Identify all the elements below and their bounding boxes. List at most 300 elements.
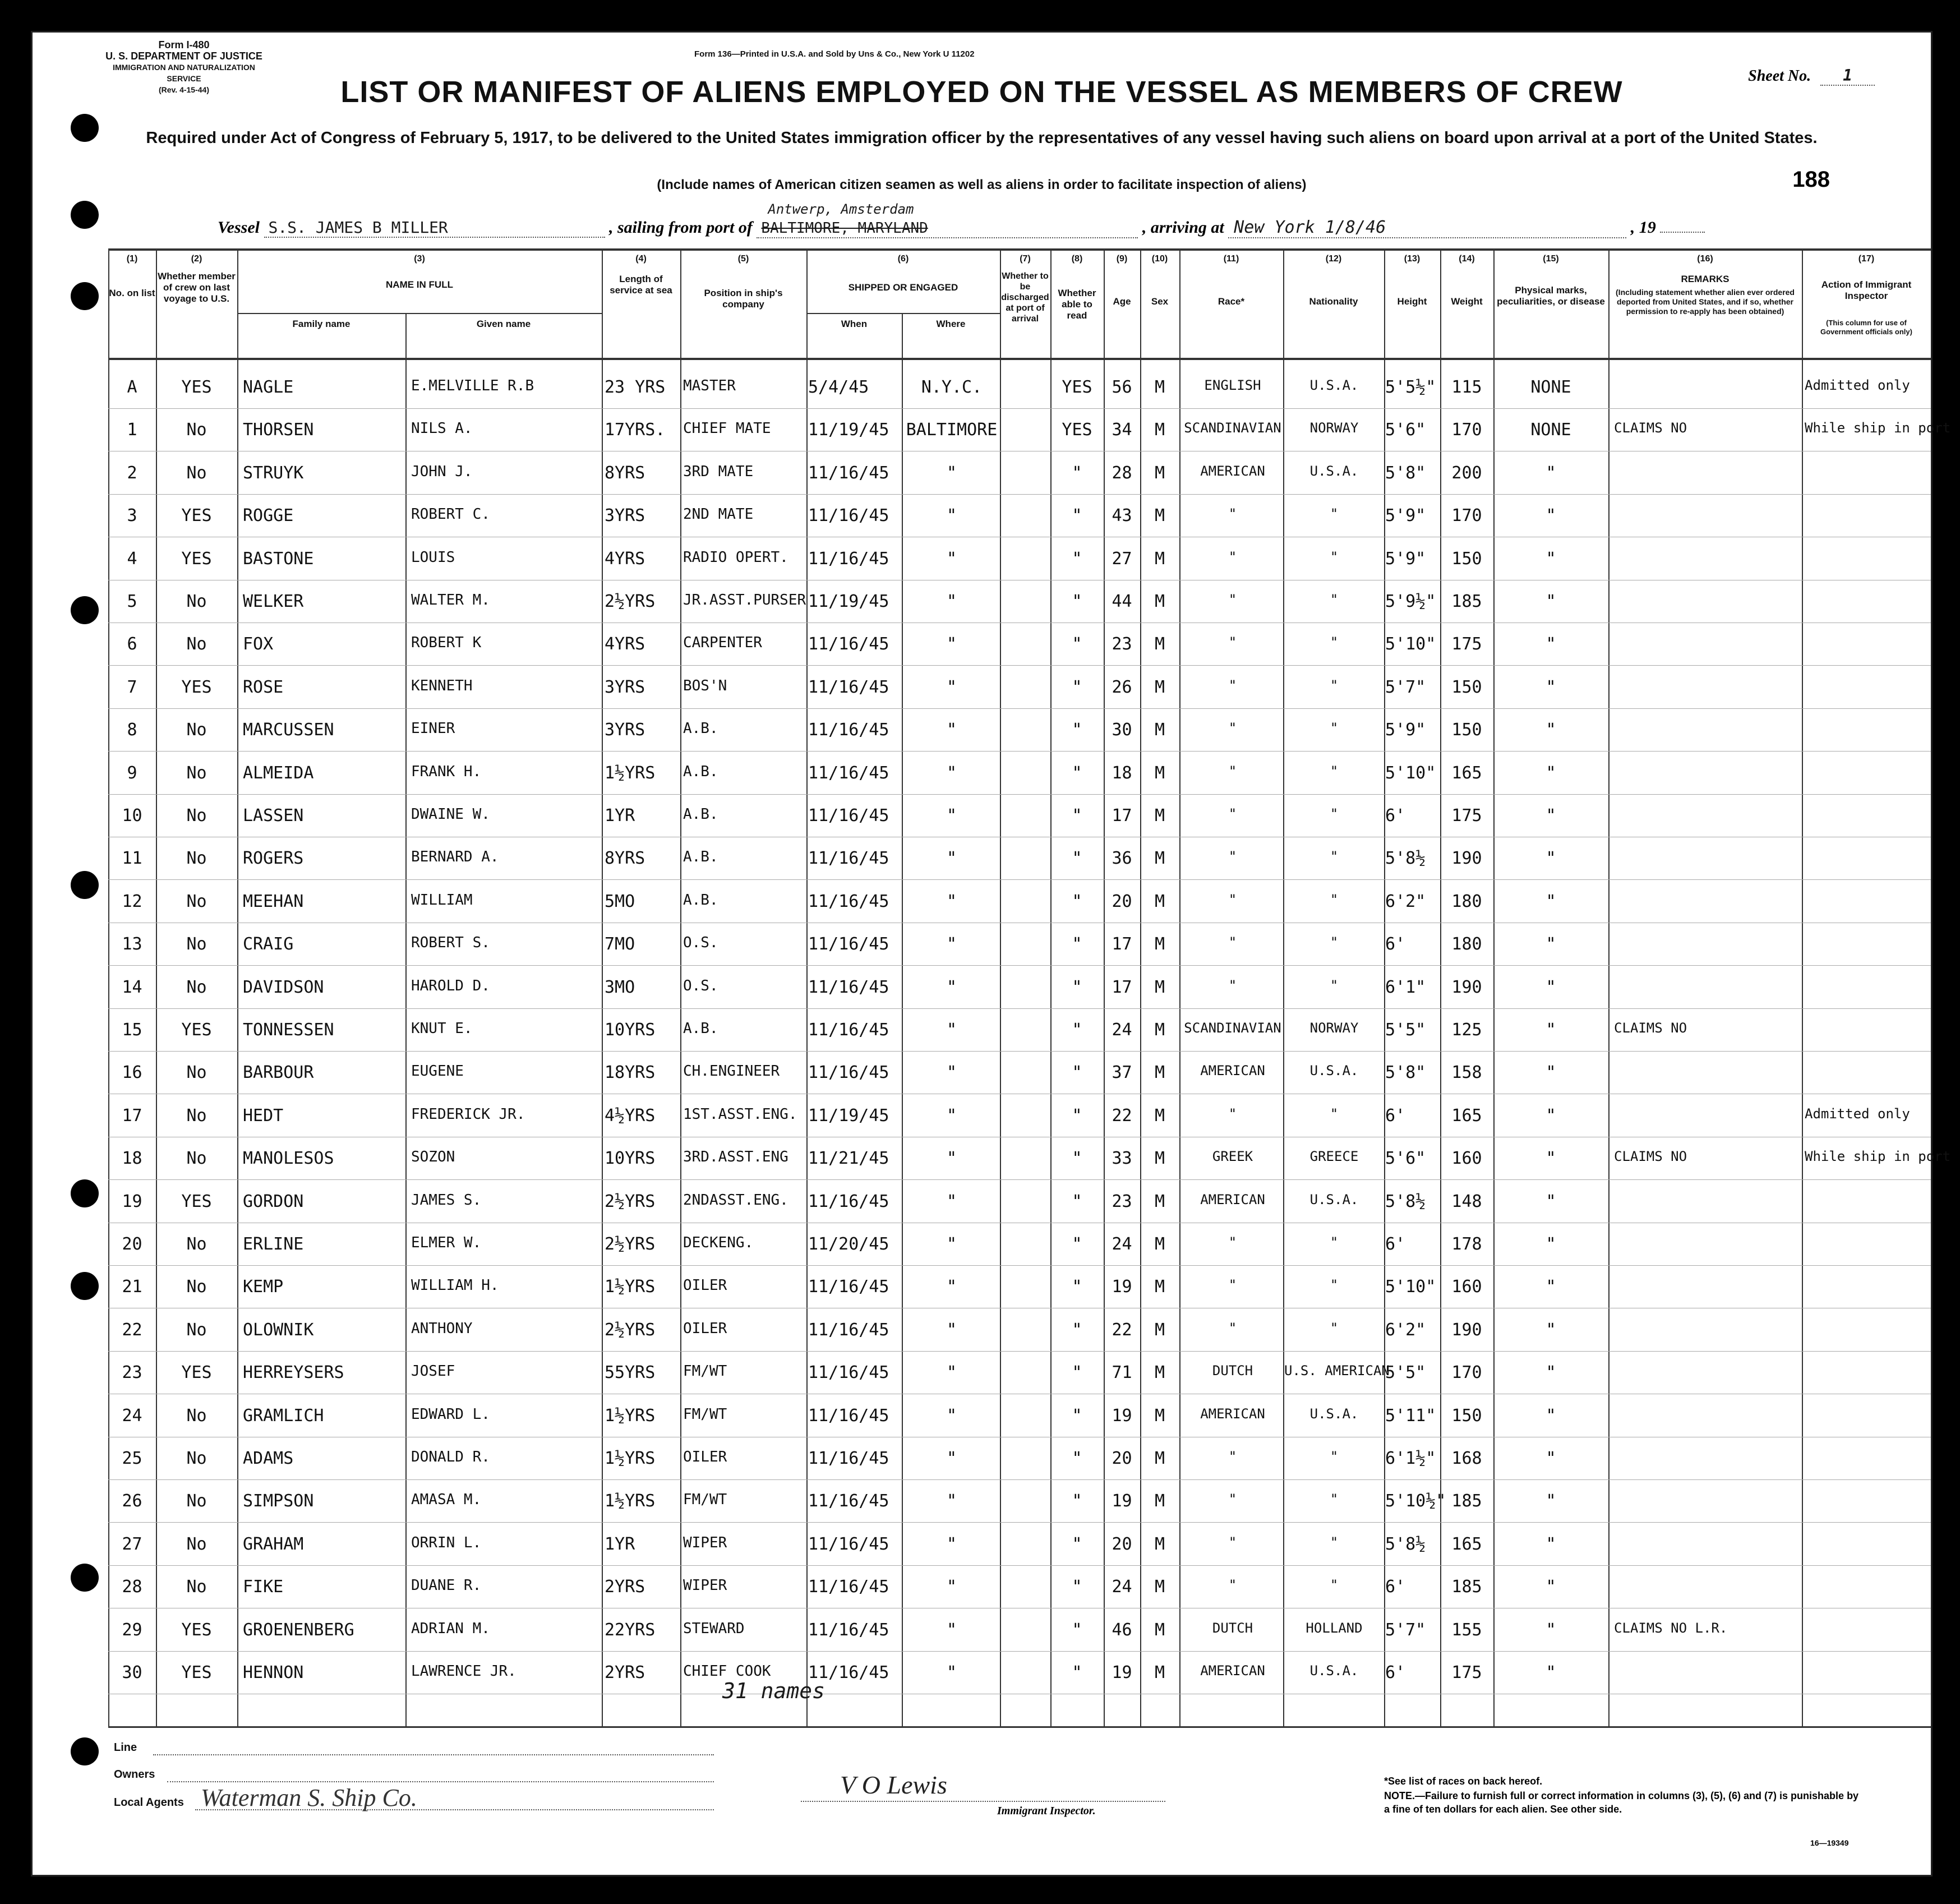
cell-race: DUTCH xyxy=(1212,1363,1253,1379)
col7-label: Whether to be discharged at port of arrival xyxy=(1001,271,1049,324)
cell-given: LAWRENCE JR. xyxy=(411,1663,516,1680)
cell-when: 11/16/45 xyxy=(808,891,889,911)
cell-marks: " xyxy=(1546,677,1556,697)
cell-position: OILER xyxy=(683,1277,727,1294)
table-row xyxy=(33,795,1931,837)
cell-family: MEEHAN xyxy=(243,891,304,911)
col17-num: (17) xyxy=(1858,254,1875,264)
cell-height: 5'7" xyxy=(1385,677,1426,697)
cell-race: " xyxy=(1228,763,1237,779)
cell-service: 2YRS xyxy=(605,1663,645,1682)
cell-nationality: U.S.A. xyxy=(1309,1063,1359,1079)
cell-where: " xyxy=(946,891,957,911)
cell-height: 6' xyxy=(1385,806,1406,826)
cell-no: 20 xyxy=(122,1234,142,1254)
cell-sex: M xyxy=(1154,806,1165,826)
cell-weight: 148 xyxy=(1451,1191,1482,1211)
cell-height: 5'9" xyxy=(1385,506,1426,526)
cell-position: STEWARD xyxy=(683,1620,745,1637)
col15-label: Physical marks, peculiarities, or disease xyxy=(1497,285,1605,307)
cell-nationality: " xyxy=(1330,506,1339,522)
col15-num: (15) xyxy=(1543,254,1559,264)
cell-when: 11/21/45 xyxy=(808,1149,889,1169)
cell-race: " xyxy=(1228,1449,1237,1464)
cell-where: " xyxy=(946,849,957,869)
cell-where: " xyxy=(946,1491,957,1511)
cell-where: " xyxy=(946,1620,957,1640)
col6-when: When xyxy=(841,319,868,329)
cell-weight: 160 xyxy=(1451,1149,1482,1169)
table-row xyxy=(33,1352,1931,1394)
cell-no: 1 xyxy=(127,420,137,440)
cell-read: " xyxy=(1072,548,1082,569)
cell-crew: No xyxy=(186,1405,207,1426)
cell-position: WIPER xyxy=(683,1534,727,1551)
cell-service: 8YRS xyxy=(605,463,645,483)
manifest-subtitle: Required under Act of Congress of February 5, 1917, to be delivered to the United States immigration officer by the representatives of any vessel having such aliens on board upon arrival at a port of the United States. xyxy=(146,129,1818,147)
cell-marks: " xyxy=(1546,763,1556,783)
cell-position: A.B. xyxy=(683,849,718,866)
cell-given: WILLIAM xyxy=(411,891,473,909)
cell-family: KEMP xyxy=(243,1277,284,1297)
cell-height: 6' xyxy=(1385,1577,1406,1597)
cell-action: Admitted only xyxy=(1805,377,1910,393)
line-label: Line xyxy=(114,1741,137,1754)
col8-label: Whether able to read xyxy=(1058,288,1096,321)
cell-no: 21 xyxy=(122,1277,142,1297)
cell-crew: No xyxy=(186,1063,207,1083)
cell-nationality: " xyxy=(1330,977,1339,993)
cell-sex: M xyxy=(1154,1234,1165,1254)
cell-when: 11/16/45 xyxy=(808,934,889,955)
cell-given: E.MELVILLE R.B xyxy=(411,377,534,394)
col8-num: (8) xyxy=(1071,254,1083,264)
cell-family: STRUYK xyxy=(243,463,304,483)
cell-weight: 158 xyxy=(1451,1063,1482,1083)
cell-read: " xyxy=(1072,463,1082,483)
cell-age: 20 xyxy=(1112,1449,1132,1468)
service-name: IMMIGRATION AND NATURALIZATION SERVICE xyxy=(113,63,255,83)
cell-action: Admitted only xyxy=(1805,1105,1910,1122)
binder-hole xyxy=(71,114,99,142)
cell-nationality: " xyxy=(1330,849,1339,865)
cell-family: TONNESSEN xyxy=(243,1020,334,1040)
agents-blank xyxy=(195,1809,714,1810)
table-row xyxy=(33,538,1931,580)
col16-num: (16) xyxy=(1697,254,1713,264)
cell-weight: 165 xyxy=(1451,1105,1482,1126)
cell-race: DUTCH xyxy=(1212,1620,1253,1636)
cell-read: " xyxy=(1072,720,1082,740)
cell-crew: No xyxy=(186,891,207,911)
sailing-port-inserted: Antwerp, Amsterdam xyxy=(768,201,914,217)
col4-label: Length of service at sea xyxy=(610,274,672,296)
sailing-label: , sailing from port of xyxy=(609,218,753,237)
cell-weight: 115 xyxy=(1451,377,1482,397)
cell-height: 5'6" xyxy=(1385,1149,1426,1169)
cell-nationality: U.S.A. xyxy=(1309,1405,1359,1422)
cell-read: " xyxy=(1072,634,1082,654)
cell-sex: M xyxy=(1154,1363,1165,1383)
cell-service: 22YRS xyxy=(605,1620,656,1640)
cell-race: " xyxy=(1228,1534,1237,1550)
cell-given: KENNETH xyxy=(411,677,473,694)
cell-service: 2YRS xyxy=(605,1577,645,1597)
cell-when: 11/16/45 xyxy=(808,849,889,869)
col14-label: Weight xyxy=(1451,296,1483,307)
cell-weight: 170 xyxy=(1451,420,1482,440)
cell-read: " xyxy=(1072,806,1082,826)
cell-where: " xyxy=(946,1577,957,1597)
cell-sex: M xyxy=(1154,506,1165,526)
cell-service: 1½YRS xyxy=(605,763,656,783)
cell-marks: " xyxy=(1546,934,1556,955)
cell-when: 11/16/45 xyxy=(808,1534,889,1554)
cell-race: SCANDINAVIAN xyxy=(1184,420,1281,436)
cell-where: " xyxy=(946,1105,957,1126)
cell-when: 11/16/45 xyxy=(808,1449,889,1468)
cell-weight: 160 xyxy=(1451,1277,1482,1297)
cell-marks: " xyxy=(1546,1191,1556,1211)
cell-height: 5'8½ xyxy=(1385,1191,1426,1211)
cell-sex: M xyxy=(1154,1063,1165,1083)
cell-given: DWAINE W. xyxy=(411,806,490,823)
cell-when: 11/16/45 xyxy=(808,1405,889,1426)
cell-when: 11/16/45 xyxy=(808,1020,889,1040)
cell-given: DONALD R. xyxy=(411,1449,490,1465)
table-row xyxy=(33,1309,1931,1352)
cell-height: 6' xyxy=(1385,1105,1406,1126)
cell-marks: " xyxy=(1546,1663,1556,1682)
cell-nationality: U.S. AMERICAN xyxy=(1284,1363,1390,1379)
cell-marks: " xyxy=(1546,1534,1556,1554)
cell-family: SIMPSON xyxy=(243,1491,314,1511)
cell-position: O.S. xyxy=(683,977,718,994)
line-blank xyxy=(153,1754,714,1755)
cell-marks: " xyxy=(1546,1234,1556,1254)
cell-crew: YES xyxy=(181,548,212,569)
cell-family: BASTONE xyxy=(243,548,314,569)
cell-marks: " xyxy=(1546,891,1556,911)
cell-race: " xyxy=(1228,720,1237,736)
cell-race: " xyxy=(1228,677,1237,693)
cell-age: 17 xyxy=(1112,934,1132,955)
cell-family: GORDON xyxy=(243,1191,304,1211)
cell-when: 11/16/45 xyxy=(808,506,889,526)
col9-label: Age xyxy=(1113,296,1131,307)
cell-nationality: " xyxy=(1330,548,1339,565)
cell-read: YES xyxy=(1062,420,1092,440)
cell-no: 17 xyxy=(122,1105,142,1126)
cell-age: 46 xyxy=(1112,1620,1132,1640)
cell-sex: M xyxy=(1154,1191,1165,1211)
cell-where: " xyxy=(946,634,957,654)
cell-service: 2½YRS xyxy=(605,1320,656,1340)
cell-when: 11/16/45 xyxy=(808,634,889,654)
cell-height: 6'1" xyxy=(1385,977,1426,997)
cell-read: " xyxy=(1072,506,1082,526)
cell-no: 6 xyxy=(127,634,137,654)
cell-when: 11/16/45 xyxy=(808,1663,889,1682)
cell-weight: 190 xyxy=(1451,849,1482,869)
cell-nationality: " xyxy=(1330,1320,1339,1336)
cell-weight: 175 xyxy=(1451,634,1482,654)
cell-family: MANOLESOS xyxy=(243,1149,334,1169)
col12-num: (12) xyxy=(1325,254,1342,264)
cell-nationality: " xyxy=(1330,720,1339,736)
col9-num: (9) xyxy=(1116,254,1128,264)
cell-given: ROBERT C. xyxy=(411,506,490,523)
cell-no: 9 xyxy=(127,763,137,783)
cell-marks: " xyxy=(1546,1105,1556,1126)
cell-height: 6'2" xyxy=(1385,1320,1426,1340)
cell-weight: 150 xyxy=(1451,1405,1482,1426)
cell-where: " xyxy=(946,806,957,826)
cell-race: " xyxy=(1228,1577,1237,1593)
cell-service: 4YRS xyxy=(605,634,645,654)
cell-given: FREDERICK JR. xyxy=(411,1105,525,1123)
cell-weight: 190 xyxy=(1451,977,1482,997)
col3-label: NAME IN FULL xyxy=(386,279,453,290)
cell-read: " xyxy=(1072,1020,1082,1040)
cell-age: 20 xyxy=(1112,1534,1132,1554)
cell-service: 7MO xyxy=(605,934,635,955)
col10-num: (10) xyxy=(1151,254,1168,264)
cell-nationality: U.S.A. xyxy=(1309,377,1359,393)
cell-sex: M xyxy=(1154,1277,1165,1297)
cell-service: 1½YRS xyxy=(605,1277,656,1297)
table-row xyxy=(33,366,1931,409)
cell-given: DUANE R. xyxy=(411,1577,482,1594)
cell-family: DAVIDSON xyxy=(243,977,324,997)
cell-where: " xyxy=(946,1063,957,1083)
cell-age: 23 xyxy=(1112,634,1132,654)
cell-no: 23 xyxy=(122,1363,142,1383)
cell-crew: No xyxy=(186,1534,207,1554)
cell-marks: NONE xyxy=(1530,377,1571,397)
cell-race: " xyxy=(1228,634,1237,651)
cell-age: 37 xyxy=(1112,1063,1132,1083)
cell-no: 30 xyxy=(122,1663,142,1682)
cell-weight: 185 xyxy=(1451,592,1482,611)
cell-nationality: NORWAY xyxy=(1309,420,1359,436)
form-code: 16—19349 xyxy=(1810,1838,1849,1847)
cell-family: LASSEN xyxy=(243,806,304,826)
cell-race: " xyxy=(1228,1234,1237,1250)
cell-read: " xyxy=(1072,1405,1082,1426)
cell-position: FM/WT xyxy=(683,1405,727,1423)
cell-position: CHIEF COOK xyxy=(683,1663,771,1680)
cell-when: 11/16/45 xyxy=(808,463,889,483)
cell-height: 5'5" xyxy=(1385,1020,1426,1040)
cell-when: 11/16/45 xyxy=(808,1363,889,1383)
table-row xyxy=(33,452,1931,495)
cell-age: 24 xyxy=(1112,1577,1132,1597)
cell-position: OILER xyxy=(683,1449,727,1465)
cell-position: 3RD.ASST.ENG xyxy=(683,1149,788,1166)
cell-where: " xyxy=(946,506,957,526)
cell-nationality: " xyxy=(1330,806,1339,822)
cell-no: 16 xyxy=(122,1063,142,1083)
cell-where: " xyxy=(946,1534,957,1554)
cell-no: 4 xyxy=(127,548,137,569)
cell-height: 5'8" xyxy=(1385,1063,1426,1083)
cell-weight: 190 xyxy=(1451,1320,1482,1340)
cell-when: 11/16/45 xyxy=(808,1620,889,1640)
cell-position: FM/WT xyxy=(683,1491,727,1509)
department: U. S. DEPARTMENT OF JUSTICE xyxy=(105,50,262,62)
cell-race: SCANDINAVIAN xyxy=(1184,1020,1281,1036)
cell-given: ADRIAN M. xyxy=(411,1620,490,1637)
cell-race: AMERICAN xyxy=(1200,1405,1265,1422)
inspector-label: Immigrant Inspector. xyxy=(997,1805,1096,1817)
col17-sub: (This column for use of Government officials only) xyxy=(1820,319,1912,336)
cell-weight: 175 xyxy=(1451,806,1482,826)
cell-no: 2 xyxy=(127,463,137,483)
owners-label: Owners xyxy=(114,1768,155,1781)
table-row xyxy=(33,923,1931,966)
cell-age: 71 xyxy=(1112,1363,1132,1383)
table-row xyxy=(33,1523,1931,1566)
cell-height: 5'9" xyxy=(1385,720,1426,740)
cell-family: ALMEIDA xyxy=(243,763,314,783)
cell-read: " xyxy=(1072,677,1082,697)
owners-blank xyxy=(167,1781,714,1782)
sheet-label: Sheet No. xyxy=(1748,67,1811,85)
agents-label: Local Agents xyxy=(114,1796,184,1809)
cell-height: 5'8½ xyxy=(1385,849,1426,869)
cell-crew: No xyxy=(186,1277,207,1297)
cell-sex: M xyxy=(1154,592,1165,611)
cell-read: " xyxy=(1072,592,1082,611)
cell-sex: M xyxy=(1154,1577,1165,1597)
binder-hole xyxy=(71,1737,99,1765)
binder-hole xyxy=(71,201,99,229)
cell-service: 2½YRS xyxy=(605,1234,656,1254)
cell-where: N.Y.C. xyxy=(921,377,983,397)
cell-marks: " xyxy=(1546,592,1556,611)
cell-age: 20 xyxy=(1112,891,1132,911)
cell-age: 24 xyxy=(1112,1020,1132,1040)
cell-position: A.B. xyxy=(683,763,718,780)
cell-no: 28 xyxy=(122,1577,142,1597)
cell-position: DECKENG. xyxy=(683,1234,754,1251)
col2-label: Whether member of crew on last voyage to U.S. xyxy=(158,271,236,304)
cell-family: HEDT xyxy=(243,1105,284,1126)
cell-crew: No xyxy=(186,1491,207,1511)
table-row xyxy=(33,1009,1931,1052)
cell-given: ROBERT K xyxy=(411,634,482,652)
table-row xyxy=(33,1137,1951,1180)
col3-family: Family name xyxy=(292,319,351,329)
cell-read: " xyxy=(1072,1534,1082,1554)
cell-where: " xyxy=(946,720,957,740)
penalty-note: NOTE.—Failure to furnish full or correct information in columns (3), (5), (6) and (7) is punishable by a fine of ten dollars for each alien. See other side. xyxy=(1384,1790,1859,1815)
table-row xyxy=(33,1480,1931,1523)
cell-age: 17 xyxy=(1112,977,1132,997)
cell-nationality: GREECE xyxy=(1309,1149,1359,1165)
cell-sex: M xyxy=(1154,634,1165,654)
cell-position: 2NDASST.ENG. xyxy=(683,1191,788,1209)
col3-given: Given name xyxy=(476,319,531,329)
cell-when: 11/16/45 xyxy=(808,1191,889,1211)
cell-position: FM/WT xyxy=(683,1363,727,1380)
cell-crew: YES xyxy=(181,1191,212,1211)
cell-when: 11/16/45 xyxy=(808,977,889,997)
cell-height: 6' xyxy=(1385,1234,1406,1254)
cell-given: ANTHONY xyxy=(411,1320,473,1337)
cell-race: AMERICAN xyxy=(1200,463,1265,479)
cell-read: " xyxy=(1072,934,1082,955)
cell-read: " xyxy=(1072,849,1082,869)
table-top-rule xyxy=(108,248,1931,251)
cell-age: 19 xyxy=(1112,1663,1132,1682)
cell-given: LOUIS xyxy=(411,548,455,566)
table-row xyxy=(33,837,1931,880)
cell-no: A xyxy=(127,377,137,397)
cell-crew: No xyxy=(186,1105,207,1126)
cell-given: BERNARD A. xyxy=(411,849,499,866)
cell-family: HENNON xyxy=(243,1663,304,1682)
cell-marks: " xyxy=(1546,1277,1556,1297)
cell-crew: YES xyxy=(181,1663,212,1682)
cell-service: 4YRS xyxy=(605,548,645,569)
cell-weight: 185 xyxy=(1451,1577,1482,1597)
table-row xyxy=(33,1609,1931,1652)
cell-no: 7 xyxy=(127,677,137,697)
cell-given: KNUT E. xyxy=(411,1020,473,1037)
cell-weight: 150 xyxy=(1451,677,1482,697)
cell-given: JOSEF xyxy=(411,1363,455,1380)
cell-service: 1½YRS xyxy=(605,1405,656,1426)
cell-race: " xyxy=(1228,934,1237,951)
cell-marks: " xyxy=(1546,1577,1556,1597)
cell-height: 5'11" xyxy=(1385,1405,1436,1426)
table-bottom-rule xyxy=(108,1726,1931,1728)
cell-when: 11/16/45 xyxy=(808,763,889,783)
cell-when: 11/16/45 xyxy=(808,1577,889,1597)
cell-read: " xyxy=(1072,1191,1082,1211)
col5-num: (5) xyxy=(737,254,749,264)
cell-height: 6' xyxy=(1385,1663,1406,1682)
cell-position: RADIO OPERT. xyxy=(683,548,788,566)
cell-given: EUGENE xyxy=(411,1063,464,1080)
page-number: 188 xyxy=(1792,167,1830,192)
cell-nationality: " xyxy=(1330,677,1339,693)
cell-nationality: " xyxy=(1330,1449,1339,1464)
cell-weight: 175 xyxy=(1451,1663,1482,1682)
cell-weight: 165 xyxy=(1451,763,1482,783)
cell-marks: " xyxy=(1546,1491,1556,1511)
cell-crew: YES xyxy=(181,1363,212,1383)
cell-sex: M xyxy=(1154,1534,1165,1554)
cell-position: JR.ASST.PURSER xyxy=(683,592,806,608)
cell-no: 13 xyxy=(122,934,142,955)
table-row xyxy=(33,1652,1931,1694)
cell-marks: " xyxy=(1546,1020,1556,1040)
cell-crew: YES xyxy=(181,677,212,697)
table-row xyxy=(33,1095,1931,1137)
cell-where: " xyxy=(946,1663,957,1682)
cell-weight: 168 xyxy=(1451,1449,1482,1468)
cell-weight: 170 xyxy=(1451,1363,1482,1383)
cell-crew: No xyxy=(186,420,207,440)
cell-crew: YES xyxy=(181,506,212,526)
cell-family: GRAHAM xyxy=(243,1534,304,1554)
cell-service: 2½YRS xyxy=(605,592,656,611)
table-row xyxy=(33,580,1931,623)
cell-sex: M xyxy=(1154,677,1165,697)
